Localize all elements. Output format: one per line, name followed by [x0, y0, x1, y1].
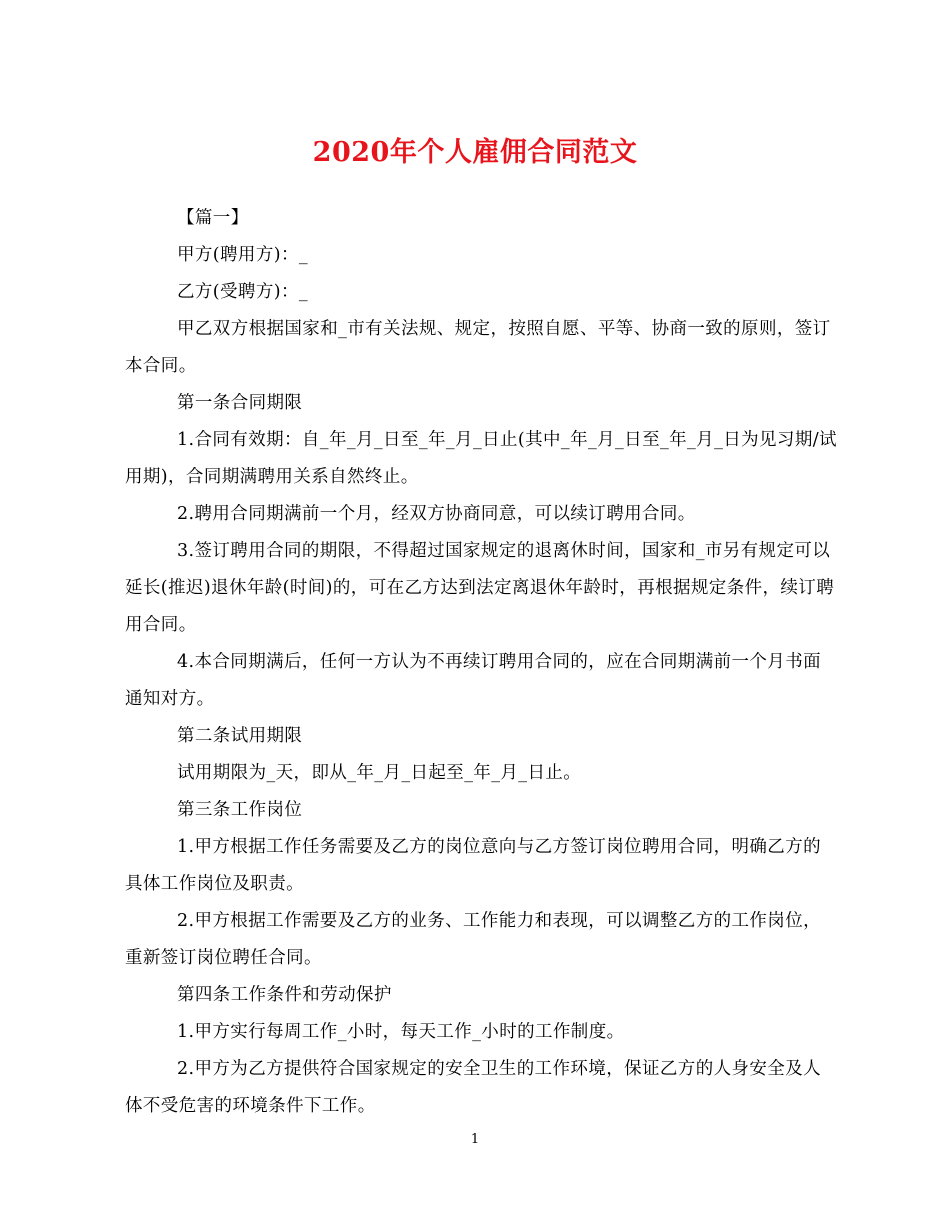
party-b-line: 乙方(受聘方)：_ [177, 282, 309, 302]
preamble-paragraph: 甲乙双方根据国家和_市有关法规、规定，按照自愿、平等、协商一致的原则，签订本合同。 [125, 319, 831, 376]
document-body [125, 200, 837, 1125]
article-3-clause-2: 2.甲方根据工作需要及乙方的业务、工作能力和表现，可以调整乙方的工作岗位，重新签订岗位聘任合同。 [125, 911, 821, 968]
article-1-clause-4: 4.本合同期满后，任何一方认为不再续订聘用合同的，应在合同期满前一个月书面通知对方。 [125, 652, 821, 709]
article-1-clause-1: 1.合同有效期：自_年_月_日至_年_月_日止(其中_年_月_日至_年_月_日为见习期/试用期)，合同期满聘用关系自然终止。 [125, 430, 837, 487]
page-number: 1 [470, 1132, 480, 1147]
article-1-clause-2: 2.聘用合同期满前一个月，经双方协商同意，可以续订聘用合同。 [177, 504, 696, 524]
article-1-heading: 第一条合同期限 [177, 393, 303, 413]
section-heading: 【篇一】 [177, 208, 249, 228]
article-3-heading: 第三条工作岗位 [177, 800, 303, 820]
article-4-clause-2: 2.甲方为乙方提供符合国家规定的安全卫生的工作环境，保证乙方的人身安全及人体不受危害的环境条件下工作。 [125, 1059, 821, 1116]
article-4-heading: 第四条工作条件和劳动保护 [177, 985, 392, 1005]
article-2-clause: 试用期限为_天，即从_年_月_日起至_年_月_日止。 [177, 763, 582, 783]
article-4-clause-1: 1.甲方实行每周工作_小时，每天工作_小时的工作制度。 [177, 1022, 625, 1042]
document-title: 2020年个人雇佣合同范文 [312, 137, 638, 168]
party-a-line: 甲方(聘用方)：_ [177, 245, 309, 265]
article-2-heading: 第二条试用期限 [177, 726, 303, 746]
article-1-clause-3: 3.签订聘用合同的期限，不得超过国家规定的退离休时间，国家和_市另有规定可以延长(推迟)退休年龄(时间)的，可在乙方达到法定离退休年龄时，再根据规定条件，续订聘用合同。 [125, 541, 835, 635]
article-3-clause-1: 1.甲方根据工作任务需要及乙方的岗位意向与乙方签订岗位聘用合同，明确乙方的具体工作岗位及职责。 [125, 837, 821, 894]
